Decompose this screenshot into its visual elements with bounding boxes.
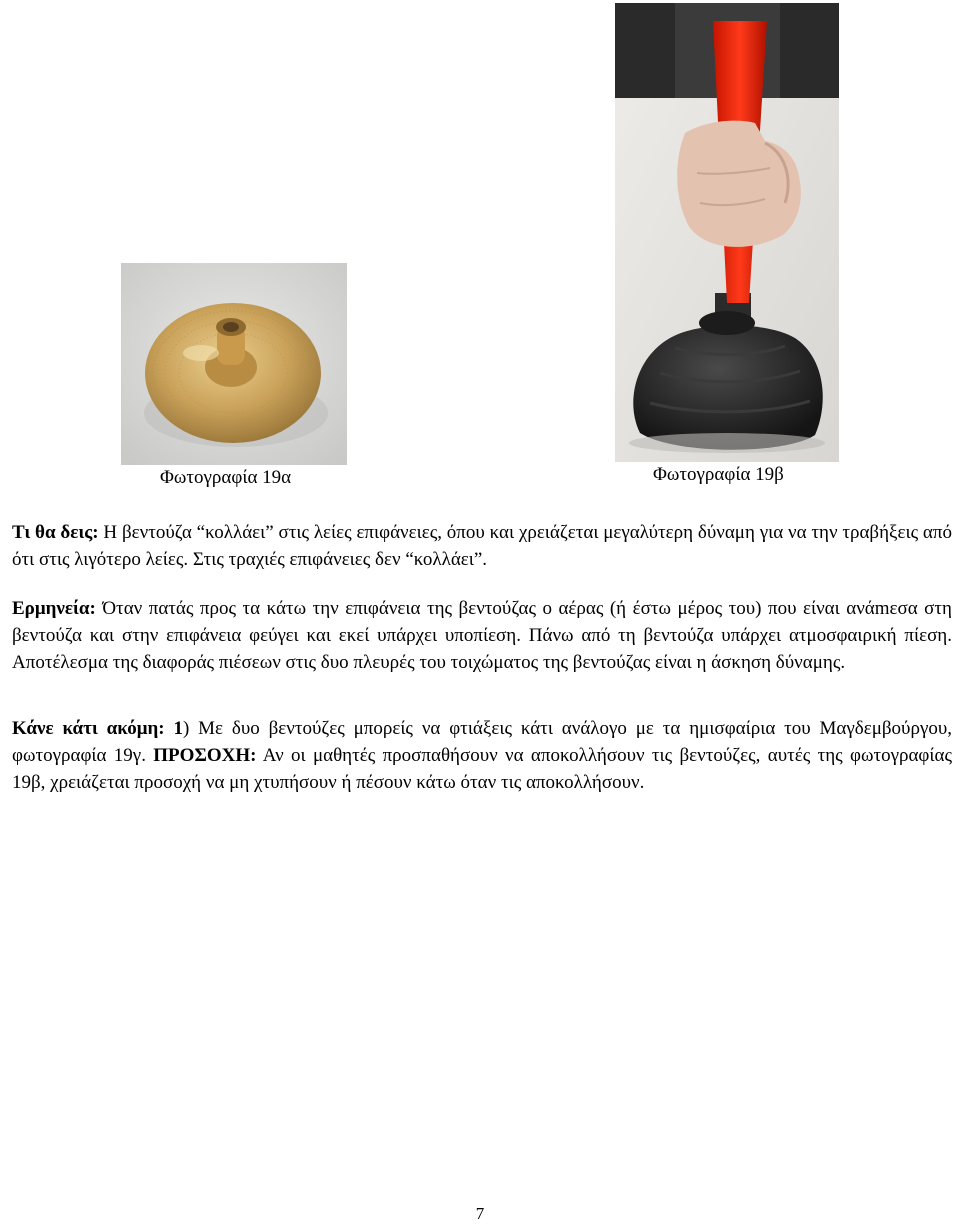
photo-19b-caption: Φωτογραφία 19β (653, 464, 784, 485)
paragraph-interpretation (12, 595, 952, 676)
do-something-more-label: Κάνε κάτι ακόμη: 1 (12, 718, 183, 739)
page-number: 7 (475, 1204, 485, 1223)
photo-19a-caption: Φωτογραφία 19α (160, 467, 292, 488)
paragraph-do-something-more (12, 715, 952, 796)
interpretation-label: Ερμηνεία: (12, 598, 96, 619)
what-you-see-label: Τι θα δεις: (12, 522, 99, 543)
interpretation-text: Όταν πατάς προς τα κάτω την επιφάνεια της βεντούζας ο αέρας (ή έστω μέρος του) που είναι ανάmεσα στη βεντούζα και στην επιφάνεια φεύγει και εκεί υπάρχει υποπίεση. Πάνω από τη βεντούζα υπάρχει ατμοσφαιρική πίεση. Αποτέλεσμα της διαφοράς πιέσεων στις δυο πλευρές του τοιχώματος της βεντούζας είναι η άσκηση δύναμης. (12, 598, 952, 673)
what-you-see-text: Η βεντούζα “κολλάει” στις λείες επιφάνειες, όπου και χρειάζεται μεγαλύτερη δύναμη για να την τραβήξεις από ότι στις λιγότερο λείες. Στις τραχιές επιφάνειες δεν “κολλάει”. (12, 522, 952, 570)
photo-19b-plunger (615, 3, 839, 462)
photo-19a-suction-cup (121, 263, 347, 465)
do-something-more-text: ) Με δυο βεντούζες μπορείς να φτιάξεις κάτι ανάλογο με τα ημισφαίρια του Μαγδεμβούργου, φωτογραφία 19γ. (12, 718, 952, 766)
paragraph-what-you-see (12, 519, 952, 573)
warning-label: ΠΡΟΣΟΧΗ: (153, 745, 257, 766)
warning-text: Αν οι μαθητές προσπαθήσουν να αποκολλήσουν τις βεντούζες, αυτές της φωτογραφίας 19β, χρειάζεται προσοχή να μη χτυπήσουν ή πέσουν κάτω όταν τις αποκολλήσουν. (12, 745, 952, 793)
